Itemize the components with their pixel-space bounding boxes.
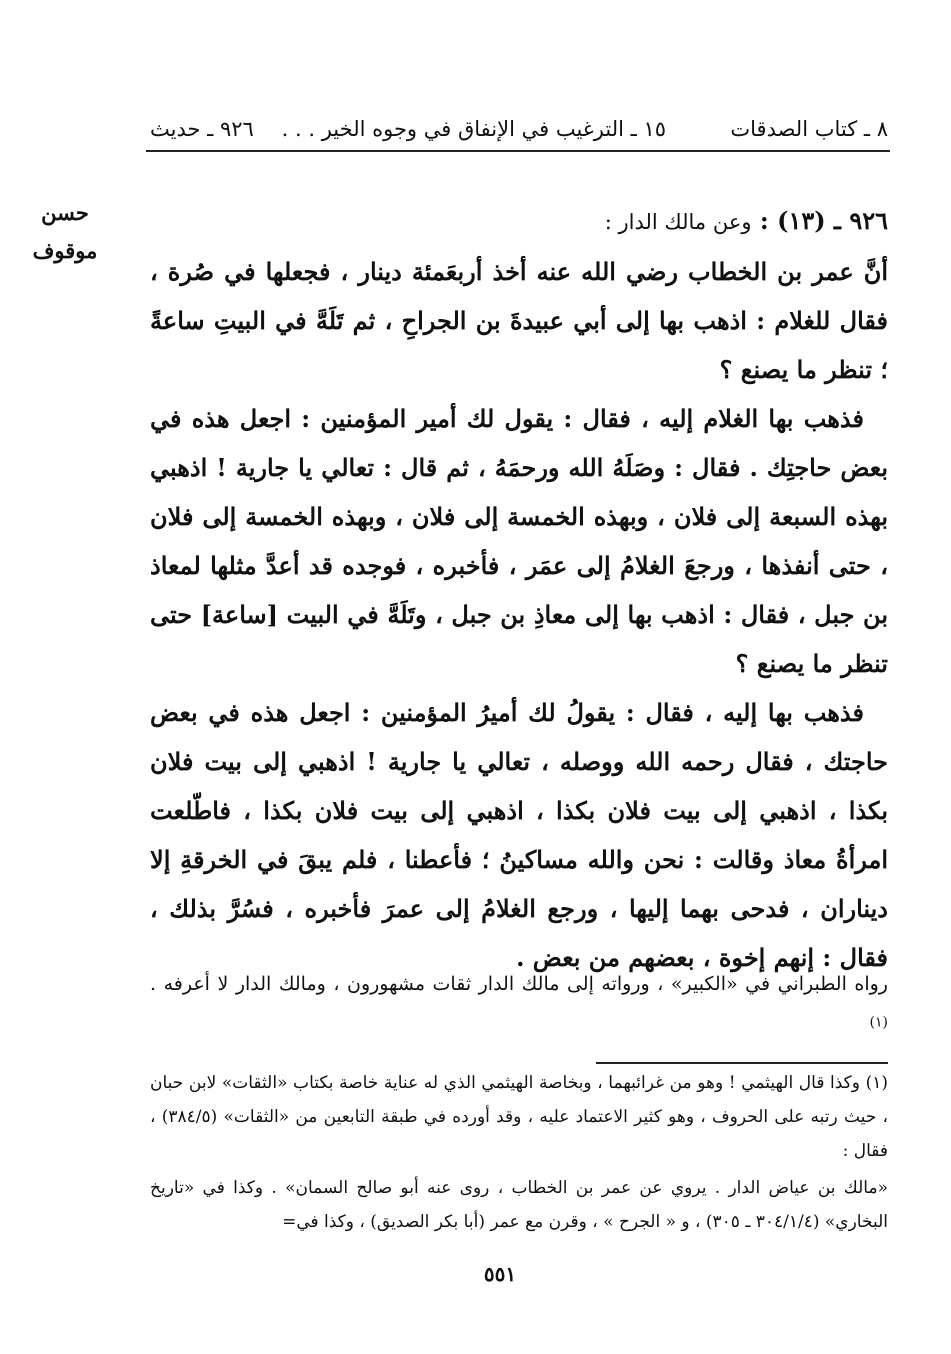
source-note — [150, 962, 888, 1050]
hadith-paragraph-3: فذهب بها إليه ، فقال : يقولُ لك أميرُ المؤمنين : اجعل هذه في بعض حاجتك ، فقال رحمه الله ووصله ، تعالي يا جارية ! اذهبي إلى بيت فلان بكذا ، اذهبي إلى بيت فلان بكذا ، اذهبي إلى بيت فلان بكذا ، فاطّلعت امرأةُ معاذ وقالت : نحن والله مساكينُ ؛ فأعطنا ، فلم يبقَ في الخرقةِ إلا ديناران ، فدحى بهما إليها ، ورجع الغلامُ إلى عمرَ فأخبره ، فسُرَّ بذلك ، فقال : إنهم إخوة ، بعضهم من بعض . — [150, 698, 888, 972]
hadith-body — [150, 196, 888, 982]
footnote-1-continued: «مالك بن عياض الدار . يروي عن عمر بن الخطاب ، روى عنه أبو صالح السمان» . وكذا في «تاريخ البخاري» (٣٠٤/١/٤ ـ ٣٠٥) ، و « الجرح » ، وقرن مع عمر (أبا بكر الصديق) ، وكذا في= — [150, 1178, 888, 1232]
footnote-1: (١) وكذا قال الهيثمي ! وهو من غرائبهما ، وبخاصة الهيثمي الذي له عناية خاصة بكتاب «الثقات» لابن حبان ، حيث رتبه على الحروف ، وهو كثير الاعتماد عليه ، وقد أورده في طبقة التابعين من «الثقات» (٣٨٤/٥) ، فقال : — [150, 1073, 889, 1161]
hadith-paragraph-2: فذهب بها الغلام إليه ، فقال : يقول لك أمير المؤمنين : اجعل هذه في بعض حاجتِك . فقال : وصَلَهُ الله ورحمَهُ ، ثم قال : تعالي يا جارية ! اذهبي بهذه السبعة إلى فلان ، وبهذه الخمسة إلى فلان ، وبهذه الخمسة إلى فلان ، حتى أنفذها ، ورجعَ الغلامُ إلى عمَر ، فأخبره ، فوجده قد أعدَّ مثلها لمعاذ بن جبل ، فقال : اذهب بها إلى معاذِ بن جبل ، وتَلَهَّ في البيت [ساعة] حتى تنظر ما يصنع ؟ — [150, 404, 888, 678]
footnote-rule — [596, 1062, 888, 1064]
hadith-narrator-intro: وعن مالك الدار : — [604, 210, 752, 234]
grading-mawquf: موقوف — [32, 238, 98, 263]
header-chapter-title: ١٥ ـ الترغيب في الإنفاق في وجوه الخير . . . — [281, 117, 666, 141]
page-number: ٥٥١ — [483, 1262, 517, 1286]
grading-hasan: حسن — [41, 200, 89, 225]
hadith-paragraph-1: أنَّ عمر بن الخطاب رضي الله عنه أخذ أربعَمئة دينار ، فجعلها في صُرة ، فقال للغلام : اذهب بها إلى أبي عبيدةَ بن الجراحِ ، ثم تَلَهَّ في البيتِ ساعةً ؛ تنظر ما يصنع ؟ — [150, 257, 888, 384]
header-hadith-ref: ٩٢٦ ـ حديث — [150, 117, 254, 141]
footnote-reference: (١) — [869, 1014, 888, 1031]
running-header — [150, 112, 888, 146]
source-text: رواه الطبراني في «الكبير» ، ورواته إلى مالك الدار ثقات مشهورون ، ومالك الدار لا أعرفه . — [150, 973, 888, 995]
hadith-grading — [10, 194, 120, 270]
header-book-title: ٨ ـ كتاب الصدقات — [730, 117, 888, 141]
hadith-number: ٩٢٦ ـ (١٣) : — [759, 206, 888, 235]
footnotes — [150, 1066, 888, 1239]
hadith-heading — [150, 196, 888, 247]
header-rule — [146, 150, 890, 152]
